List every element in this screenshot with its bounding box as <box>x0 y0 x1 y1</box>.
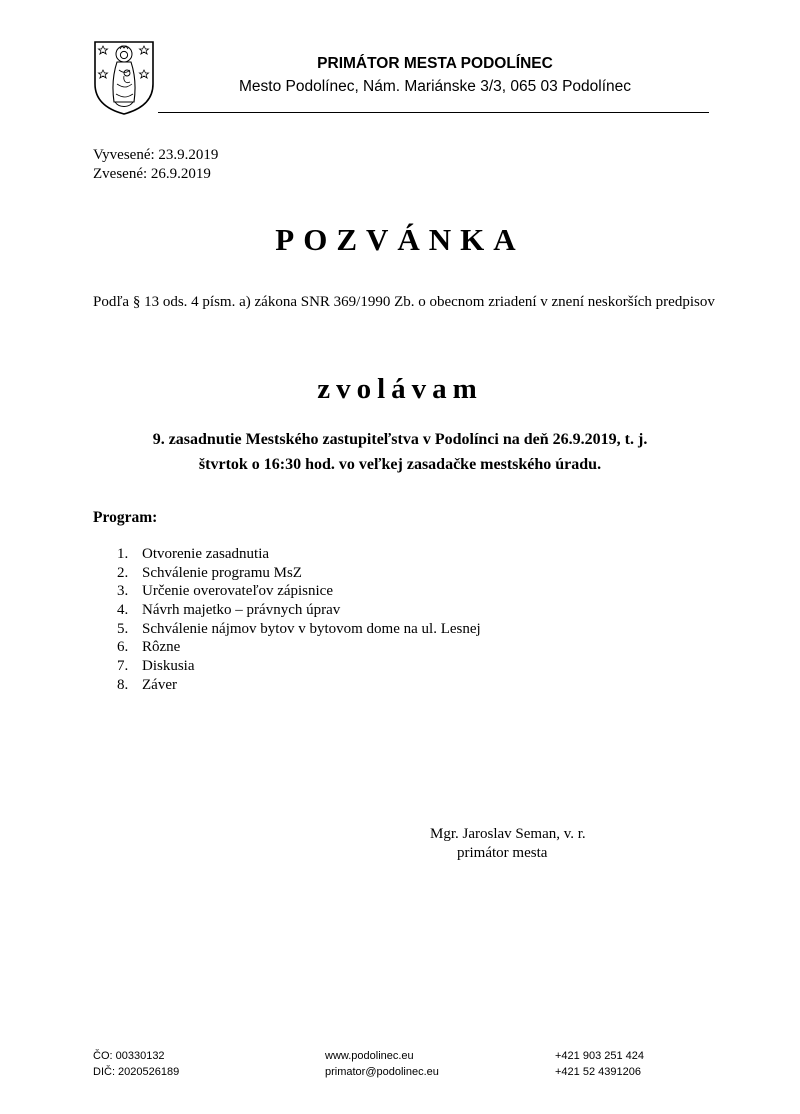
agenda-item <box>117 676 481 695</box>
agenda-item-number: 7. <box>117 658 129 675</box>
agenda-item-number: 8. <box>117 676 129 693</box>
agenda-item <box>117 620 481 639</box>
agenda-item-number: 1. <box>117 546 129 562</box>
footer-contacts <box>325 1048 439 1080</box>
agenda-item <box>117 582 481 601</box>
legal-basis: Podľa § 13 ods. 4 písm. a) zákona SNR 369/1990 Zb. o obecnom zriadení v znení neskorších predpisov <box>93 294 715 310</box>
agenda-item-number: 2. <box>117 564 129 581</box>
agenda-item-number: 5. <box>117 620 129 637</box>
agenda-item-number: 3. <box>117 583 129 600</box>
agenda-item-text: Schválenie programu MsZ <box>142 564 302 581</box>
agenda-item <box>117 545 481 564</box>
posted-date: Vyvesené: 23.9.2019 <box>93 147 219 163</box>
header-title: PRIMÁTOR MESTA PODOLÍNEC <box>317 55 553 72</box>
convene-heading: zvolávam <box>317 373 483 405</box>
footer-email-link[interactable]: primator@podolinec.eu <box>325 1066 439 1078</box>
meeting-line-2: štvrtok o 16:30 hod. vo veľkej zasadačke mestského úradu. <box>198 456 602 473</box>
agenda-item-text: Určenie overovateľov zápisnice <box>142 583 334 600</box>
footer-web-link[interactable]: www.podolinec.eu <box>325 1050 414 1062</box>
agenda-item-number: 6. <box>117 639 129 656</box>
agenda-item-number: 4. <box>117 602 129 619</box>
agenda-item-text: Rôzne <box>142 639 181 656</box>
agenda-item-text: Otvorenie zasadnutia <box>142 546 270 562</box>
header-address: Mesto Podolínec, Nám. Mariánske 3/3, 065 03 Podolínec <box>238 78 632 95</box>
agenda-item <box>117 601 481 620</box>
agenda-item <box>117 638 481 657</box>
footer-ids <box>93 1048 179 1080</box>
footer-phone-1: +421 903 251 424 <box>555 1050 645 1062</box>
footer-phones <box>555 1048 644 1080</box>
document-title: POZVÁNKA <box>275 222 525 257</box>
meeting-line-1: 9. zasadnutie Mestského zastupiteľstva v Podolínci na deň 26.9.2019, t. j. <box>152 431 648 448</box>
removed-date: Zvesené: 26.9.2019 <box>93 166 211 182</box>
agenda-item-text: Návrh majetko – právnych úprav <box>142 602 341 619</box>
header-divider <box>158 112 709 113</box>
agenda-list <box>117 545 481 695</box>
footer-phone-2: +421 52 4391206 <box>555 1066 641 1078</box>
program-label: Program: <box>93 509 158 526</box>
footer-dic: DIČ: 2020526189 <box>93 1066 180 1078</box>
agenda-item <box>117 657 481 676</box>
agenda-item-text: Záver <box>142 676 177 693</box>
signatory-role: primátor mesta <box>457 845 548 861</box>
agenda-item <box>117 564 481 583</box>
signatory-name: Mgr. Jaroslav Seman, v. r. <box>430 826 586 842</box>
coat-of-arms-icon <box>93 40 155 116</box>
footer-ico: ČO: 00330132 <box>93 1050 165 1062</box>
meeting-info <box>0 427 800 477</box>
agenda-item-text: Diskusia <box>142 658 195 675</box>
agenda-item-text: Schválenie nájmov bytov v bytovom dome na ul. Lesnej <box>142 620 481 637</box>
